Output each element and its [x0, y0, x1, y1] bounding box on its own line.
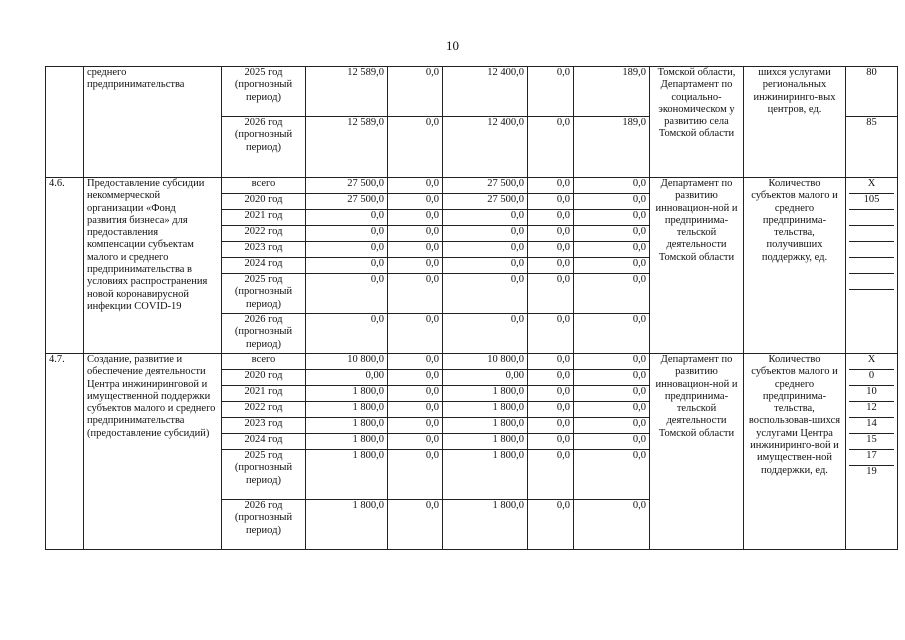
program-table [45, 66, 898, 550]
indicator-value: 19 [866, 466, 877, 477]
total-cell: 1 800,0 [306, 500, 388, 550]
extrabudget-cell: 0,0 [574, 242, 650, 258]
item-number: 4.6. [46, 178, 84, 354]
indicator-values [846, 178, 898, 354]
indicator-cell: Количество субъектов малого и среднего предпринима-тельства, воспользовав-шихся услугами Центра инжиниринго-вой и имуществен-ной поддержки, ед. [744, 354, 846, 550]
regional-cell: 12 400,0 [443, 67, 528, 117]
indicator-value: 12 [849, 402, 894, 418]
year-cell: 2022 год [222, 226, 306, 242]
regional-cell: 1 800,0 [443, 500, 528, 550]
extrabudget-cell: 0,0 [574, 434, 650, 450]
year-cell: 2021 год [222, 210, 306, 226]
extrabudget-cell: 0,0 [574, 418, 650, 434]
federal-cell: 0,0 [388, 117, 443, 178]
extrabudget-cell: 0,0 [574, 210, 650, 226]
regional-cell: 0,0 [443, 274, 528, 314]
regional-cell: 12 400,0 [443, 117, 528, 178]
regional-cell: 0,0 [443, 226, 528, 242]
table-row [46, 67, 898, 117]
regional-cell: 1 800,0 [443, 402, 528, 418]
indicator-cell: шихся услугами региональных инжиниринго-вых центров, ед. [744, 67, 846, 178]
indicator-value: 0 [849, 370, 894, 386]
year-cell: всего [222, 178, 306, 194]
indicator-value: 17 [849, 450, 894, 466]
local-cell: 0,0 [528, 450, 574, 500]
extrabudget-cell: 0,0 [574, 370, 650, 386]
local-cell: 0,0 [528, 178, 574, 194]
regional-cell: 27 500,0 [443, 178, 528, 194]
local-cell: 0,0 [528, 402, 574, 418]
total-cell: 0,0 [306, 258, 388, 274]
regional-cell: 1 800,0 [443, 386, 528, 402]
total-cell: 27 500,0 [306, 194, 388, 210]
table-row [46, 354, 898, 370]
indicator-value [849, 274, 894, 290]
local-cell: 0,0 [528, 242, 574, 258]
total-cell: 0,0 [306, 314, 388, 354]
item-name: среднего предпринимательства [84, 67, 222, 178]
extrabudget-cell: 0,0 [574, 314, 650, 354]
total-cell: 0,0 [306, 242, 388, 258]
total-cell: 1 800,0 [306, 450, 388, 500]
federal-cell: 0,0 [388, 274, 443, 314]
extrabudget-cell: 0,0 [574, 274, 650, 314]
extrabudget-cell: 0,0 [574, 194, 650, 210]
year-cell: 2020 год [222, 370, 306, 386]
regional-cell: 0,0 [443, 314, 528, 354]
federal-cell: 0,0 [388, 386, 443, 402]
indicator-value: 105 [849, 194, 894, 210]
local-cell: 0,0 [528, 210, 574, 226]
page-number: 10 [446, 38, 459, 53]
federal-cell: 0,0 [388, 450, 443, 500]
year-cell: 2024 год [222, 258, 306, 274]
federal-cell: 0,0 [388, 178, 443, 194]
year-cell: 2026 год (прогнозный период) [222, 314, 306, 354]
extrabudget-cell: 0,0 [574, 386, 650, 402]
local-cell: 0,0 [528, 274, 574, 314]
extrabudget-cell: 0,0 [574, 354, 650, 370]
indicator-value: 14 [849, 418, 894, 434]
local-cell: 0,0 [528, 314, 574, 354]
indicator-values [846, 354, 898, 550]
year-cell: 2020 год [222, 194, 306, 210]
indicator-value: 10 [849, 386, 894, 402]
regional-cell: 1 800,0 [443, 434, 528, 450]
local-cell: 0,0 [528, 258, 574, 274]
federal-cell: 0,0 [388, 434, 443, 450]
year-cell: 2022 год [222, 402, 306, 418]
item-name: Создание, развитие и обеспечение деятельности Центра инжиниринговой и имущественной поддержки субъектов малого и среднего предпринимательства (предоставление субсидий) [84, 354, 222, 550]
extrabudget-cell: 0,0 [574, 402, 650, 418]
indicator-value [849, 290, 894, 306]
extrabudget-cell: 189,0 [574, 67, 650, 117]
regional-cell: 1 800,0 [443, 450, 528, 500]
federal-cell: 0,0 [388, 258, 443, 274]
year-cell: 2025 год (прогнозный период) [222, 274, 306, 314]
federal-cell: 0,0 [388, 194, 443, 210]
federal-cell: 0,0 [388, 418, 443, 434]
extrabudget-cell: 0,0 [574, 500, 650, 550]
local-cell: 0,0 [528, 354, 574, 370]
extrabudget-cell: 0,0 [574, 258, 650, 274]
regional-cell: 1 800,0 [443, 418, 528, 434]
regional-cell: 0,0 [443, 258, 528, 274]
indicator-cell: Количество субъектов малого и среднего предпринима-тельства, получивших поддержку, ед. [744, 178, 846, 354]
year-cell: 2025 год (прогнозный период) [222, 67, 306, 117]
federal-cell: 0,0 [388, 242, 443, 258]
regional-cell: 0,0 [443, 242, 528, 258]
local-cell: 0,0 [528, 117, 574, 178]
total-cell: 0,0 [306, 210, 388, 226]
executor-cell: Департамент по развитию инновацион-ной и предпринима-тельской деятельности Томской области [650, 354, 744, 550]
local-cell: 0,0 [528, 386, 574, 402]
local-cell: 0,0 [528, 500, 574, 550]
extrabudget-cell: 0,0 [574, 178, 650, 194]
local-cell: 0,0 [528, 434, 574, 450]
year-cell: 2023 год [222, 418, 306, 434]
item-name: Предоставление субсидии некоммерческой организации «Фонд развития бизнеса» для предоставления компенсации субъектам малого и среднего предпринимательства в условиях распространения новой коронавирусной инфекции COVID-19 [84, 178, 222, 354]
year-cell: 2026 год (прогнозный период) [222, 117, 306, 178]
table-row [46, 178, 898, 194]
federal-cell: 0,0 [388, 500, 443, 550]
federal-cell: 0,0 [388, 370, 443, 386]
local-cell: 0,0 [528, 418, 574, 434]
indicator-value: X [849, 354, 894, 370]
indicator-value: 15 [849, 434, 894, 450]
total-cell: 1 800,0 [306, 418, 388, 434]
indicator-value: 85 [846, 117, 898, 178]
regional-cell: 0,00 [443, 370, 528, 386]
year-cell: 2026 год (прогнозный период) [222, 500, 306, 550]
federal-cell: 0,0 [388, 67, 443, 117]
total-cell: 0,00 [306, 370, 388, 386]
year-cell: всего [222, 354, 306, 370]
local-cell: 0,0 [528, 194, 574, 210]
regional-cell: 0,0 [443, 210, 528, 226]
regional-cell: 10 800,0 [443, 354, 528, 370]
total-cell: 10 800,0 [306, 354, 388, 370]
federal-cell: 0,0 [388, 226, 443, 242]
total-cell: 27 500,0 [306, 178, 388, 194]
extrabudget-cell: 0,0 [574, 450, 650, 500]
item-number [46, 67, 84, 178]
federal-cell: 0,0 [388, 402, 443, 418]
federal-cell: 0,0 [388, 210, 443, 226]
total-cell: 1 800,0 [306, 386, 388, 402]
local-cell: 0,0 [528, 67, 574, 117]
indicator-value: 80 [846, 67, 898, 117]
federal-cell: 0,0 [388, 354, 443, 370]
item-number: 4.7. [46, 354, 84, 550]
total-cell: 12 589,0 [306, 117, 388, 178]
total-cell: 0,0 [306, 274, 388, 314]
year-cell: 2024 год [222, 434, 306, 450]
executor-cell: Департамент по развитию инновацион-ной и предпринима-тельской деятельности Томской области [650, 178, 744, 354]
total-cell: 0,0 [306, 226, 388, 242]
total-cell: 12 589,0 [306, 67, 388, 117]
total-cell: 1 800,0 [306, 434, 388, 450]
indicator-value [849, 210, 894, 226]
federal-cell: 0,0 [388, 314, 443, 354]
year-cell: 2023 год [222, 242, 306, 258]
regional-cell: 27 500,0 [443, 194, 528, 210]
year-cell: 2025 год (прогнозный период) [222, 450, 306, 500]
year-cell: 2021 год [222, 386, 306, 402]
extrabudget-cell: 189,0 [574, 117, 650, 178]
local-cell: 0,0 [528, 226, 574, 242]
indicator-value [849, 242, 894, 258]
executor-cell: Томской области, Департамент по социально-экономическом у развитию села Томской области [650, 67, 744, 178]
indicator-value: X [849, 178, 894, 194]
local-cell: 0,0 [528, 370, 574, 386]
extrabudget-cell: 0,0 [574, 226, 650, 242]
indicator-value [849, 226, 894, 242]
indicator-value [849, 258, 894, 274]
total-cell: 1 800,0 [306, 402, 388, 418]
